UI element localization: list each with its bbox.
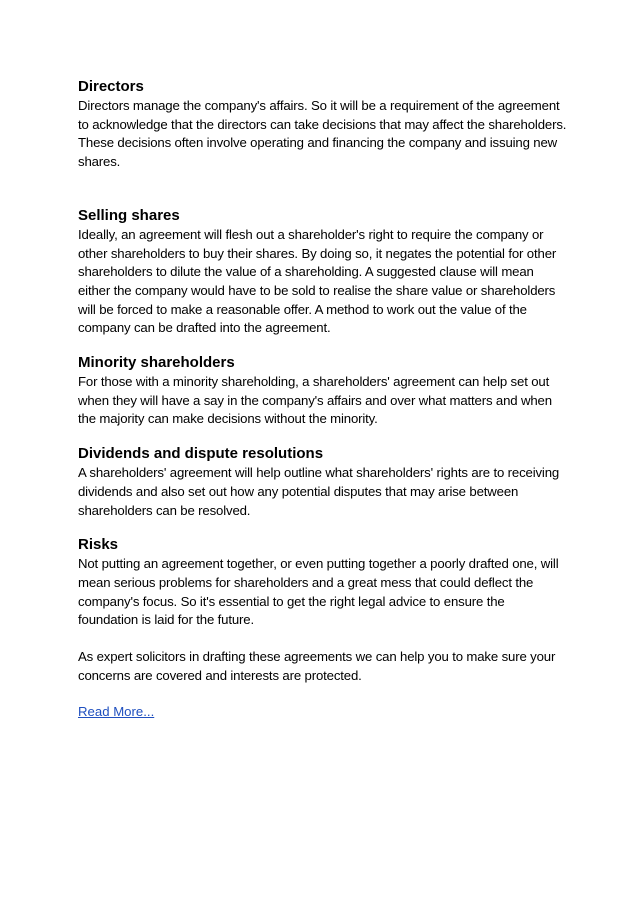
read-more-link[interactable]: Read More... xyxy=(78,704,155,720)
section-risks xyxy=(78,535,568,630)
section-minority-shareholders xyxy=(78,353,568,429)
section-heading: Minority shareholders xyxy=(78,354,235,372)
section-heading: Dividends and dispute resolutions xyxy=(78,445,324,463)
section-directors xyxy=(78,77,568,172)
closing-paragraph: As expert solicitors in drafting these agreements we can help you to make sure your concerns are covered and interests are protected. xyxy=(78,649,556,683)
section-selling-shares xyxy=(78,206,568,338)
section-body: Directors manage the company's affairs. So it will be a requirement of the agreement to acknowledge that the directors can take decisions that may affect the shareholders. These decisions often involve operating and financing the company and issuing new shares. xyxy=(78,98,567,170)
section-body: Not putting an agreement together, or even putting together a poorly drafted one, will mean serious problems for shareholders and a great mess that could deflect the company's focus. So it's essential to get the right legal advice to ensure the foundation is laid for the future. xyxy=(78,556,559,628)
section-body: Ideally, an agreement will flesh out a shareholder's right to require the company or other shareholders to buy their shares. By doing so, it negates the potential for other shareholders to dilute the value of a shareholding. A suggested clause will mean either the company would have to be sold to realise the share value or shareholders will be forced to make a reasonable offer. A method to work out the value of the company can be drafted into the agreement. xyxy=(78,226,557,336)
section-dividends xyxy=(78,444,568,520)
section-body: For those with a minority shareholding, a shareholders' agreement can help set out when they will have a say in the company's affairs and over what matters and when the majority can make decisions without the minority. xyxy=(78,374,552,427)
document-page xyxy=(78,77,568,722)
section-heading: Directors xyxy=(78,78,144,95)
section-heading: Selling shares xyxy=(78,206,180,224)
section-body: A shareholders' agreement will help outline what shareholders' rights are to receiving dividends and also set out how any potential disputes that may arise between shareholders can be resolved. xyxy=(78,465,560,518)
section-heading: Risks xyxy=(78,536,119,554)
